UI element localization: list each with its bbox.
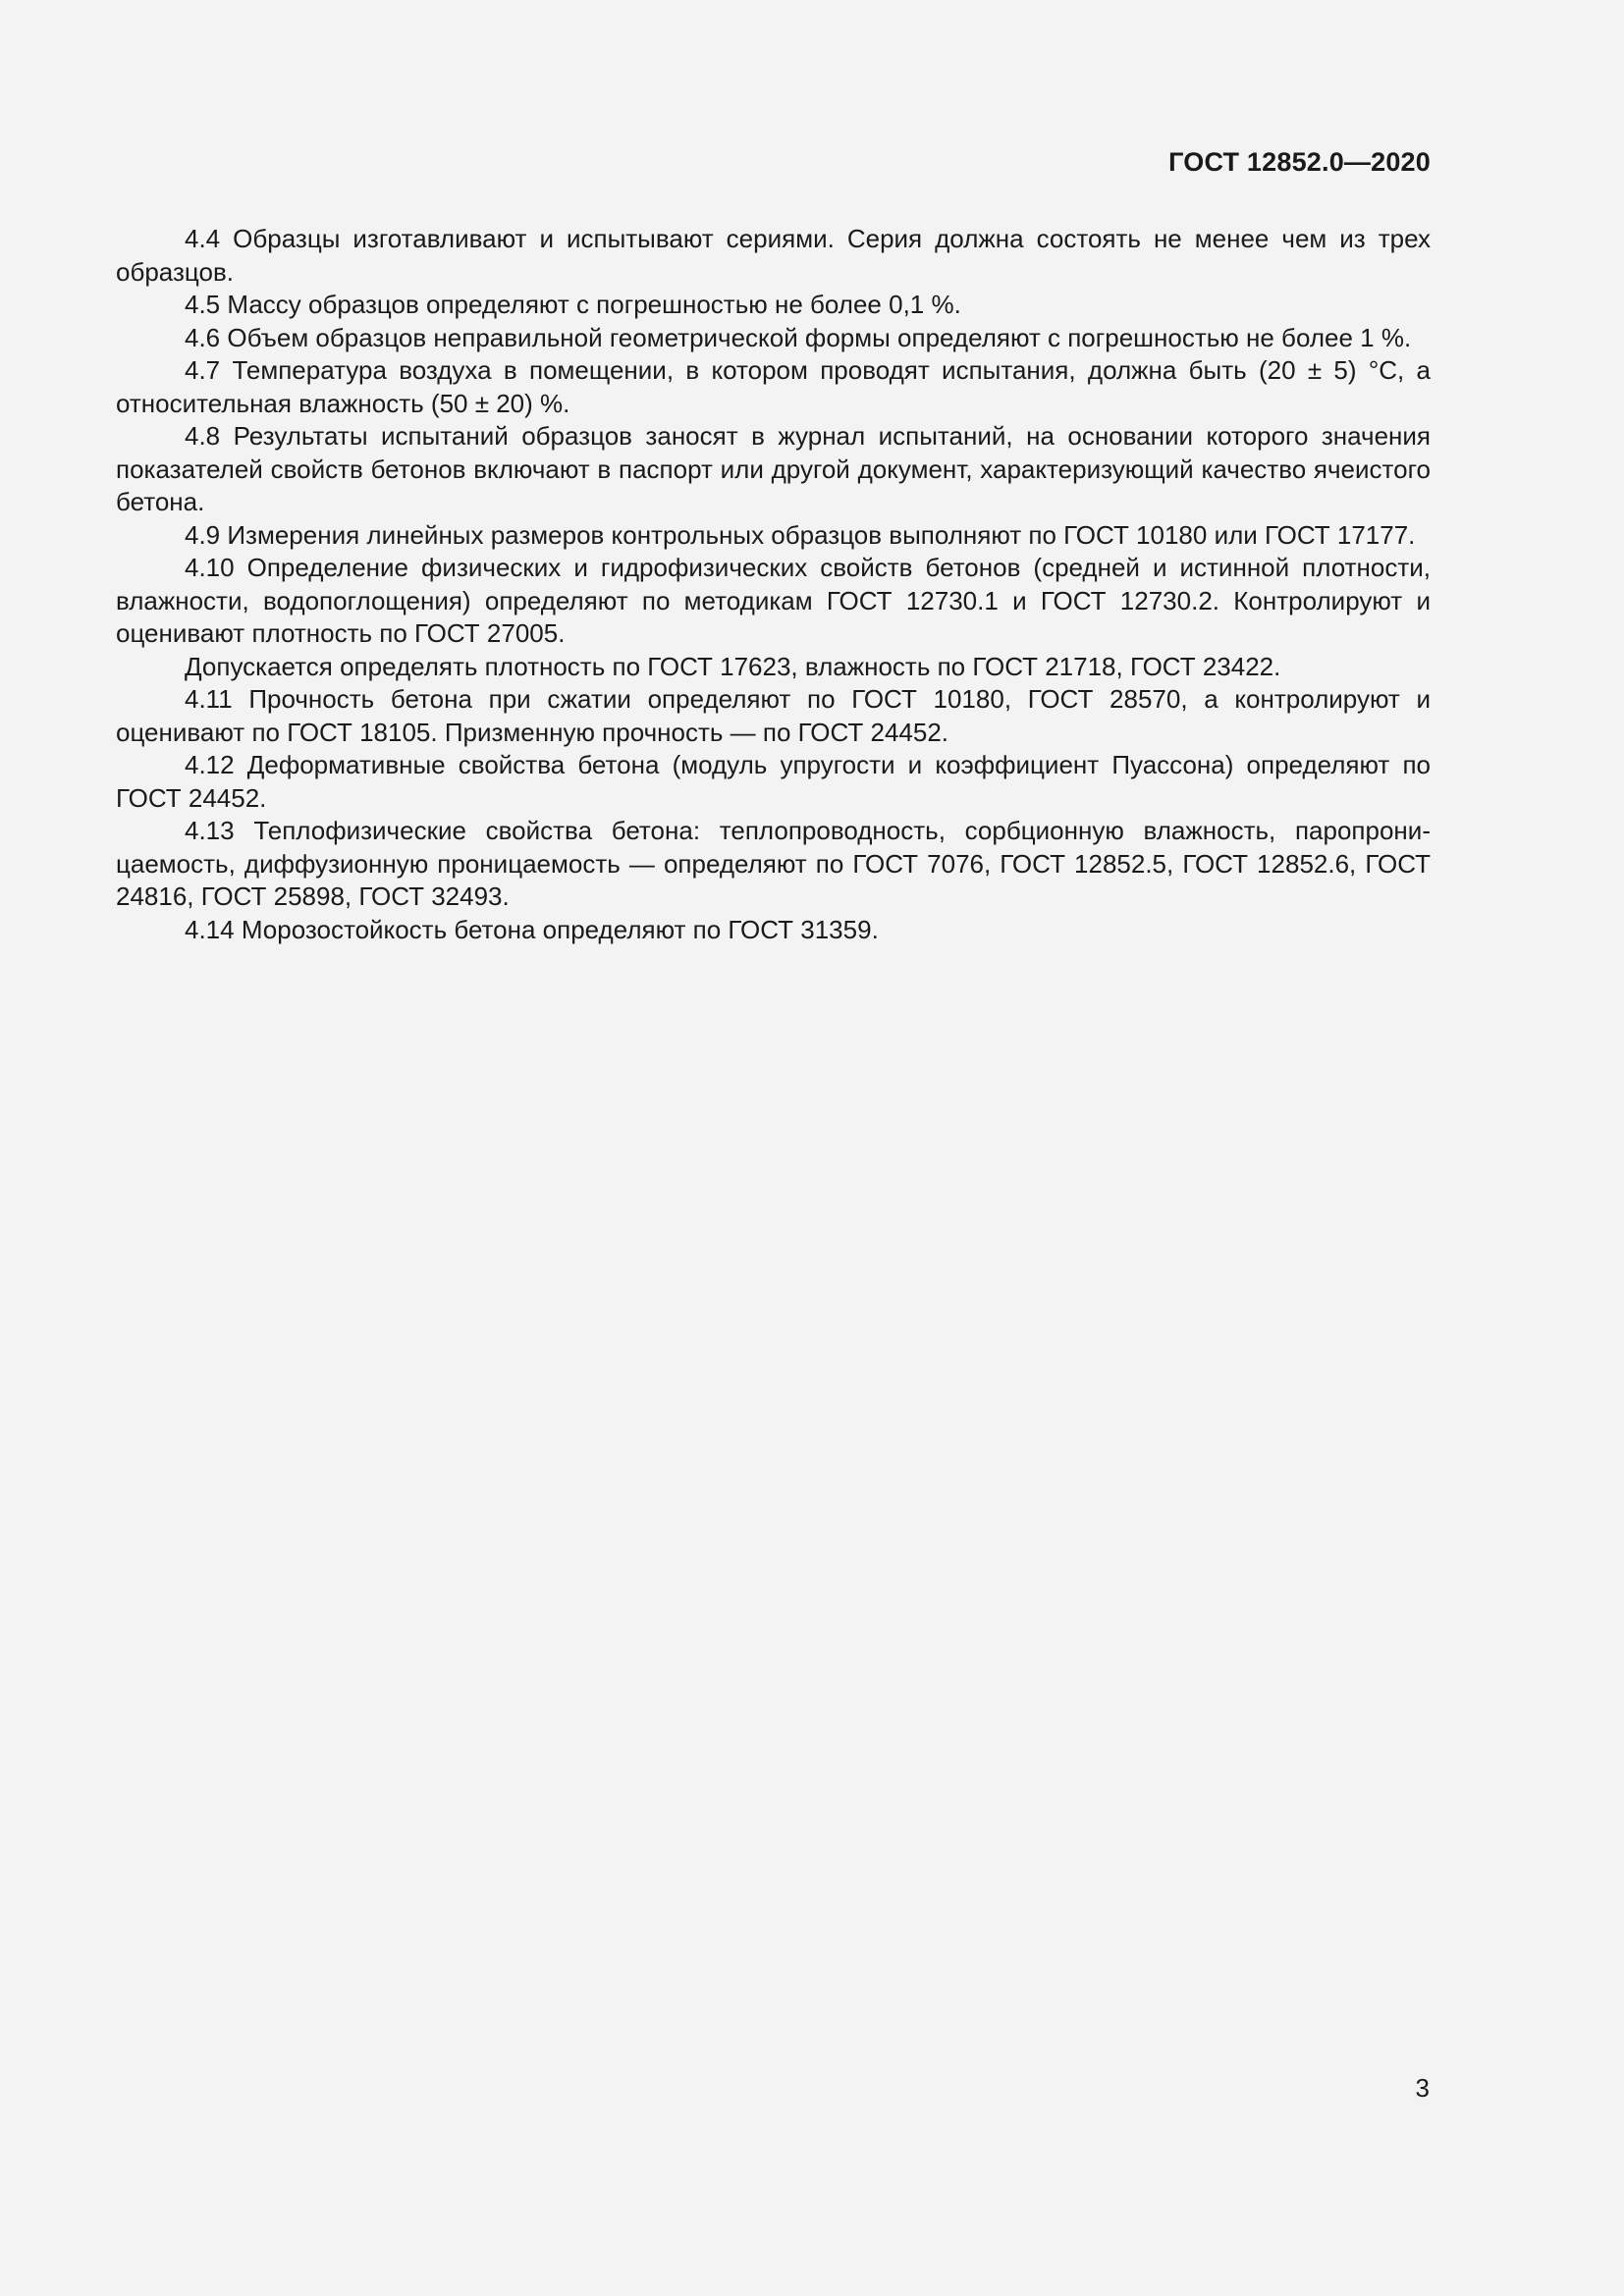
paragraph-4-6: 4.6 Объем образцов неправильной геометрической формы определяют с погрешностью не более 1 %. bbox=[185, 322, 1412, 352]
paragraph-4-10-note: Допускается определять плотность по ГОСТ 17623, влажность по ГОСТ 21718, ГОСТ 23422. bbox=[185, 651, 1281, 681]
document-code-header: ГОСТ 12852.0—2020 bbox=[1168, 147, 1431, 177]
paragraph-4-13: 4.13 Теплофизические свойства бетона: теплопроводность, сорбционную влажность, паропроницаемость, диффузионную проницаемость — определяют по ГОСТ 7076, ГОСТ 12852.5, ГОСТ 12852.6, ГОСТ 24816, ГОСТ 25898, ГОСТ 32493. bbox=[116, 816, 1431, 911]
paragraph-4-14: 4.14 Морозостойкость бетона определяют по ГОСТ 31359. bbox=[185, 914, 879, 944]
paragraph-4-9: 4.9 Измерения линейных размеров контрольных образцов выполняют по ГОСТ 10180 или ГОСТ 17177. bbox=[185, 519, 1416, 550]
document-body bbox=[116, 223, 1431, 946]
paragraph-4-11: 4.11 Прочность бетона при сжатии определяют по ГОСТ 10180, ГОСТ 28570, а контролируют и оценивают по ГОСТ 18105. Призменную прочность — по ГОСТ 24452. bbox=[116, 684, 1431, 747]
paragraph-4-12: 4.12 Деформативные свойства бетона (модуль упругости и коэффициент Пуассона) определяют по ГОСТ 24452. bbox=[116, 750, 1431, 813]
paragraph-4-4: 4.4 Образцы изготавливают и испытывают сериями. Серия должна состоять не менее чем из трех образцов. bbox=[116, 224, 1431, 287]
paragraph-4-10: 4.10 Определение физических и гидрофизических свойств бетонов (средней и истинной плотности, влажности, водопоглощения) определяют по методикам ГОСТ 12730.1 и ГОСТ 12730.2. Контролируют и оценивают плотность по ГОСТ 27005. bbox=[116, 553, 1431, 648]
paragraph-4-5: 4.5 Массу образцов определяют с погрешностью не более 0,1 %. bbox=[185, 290, 961, 319]
paragraph-4-7: 4.7 Температура воздуха в помещении, в котором проводят испытания, должна быть (20 ± 5) °С, а относительная влажность (50 ± 20) %. bbox=[116, 355, 1431, 418]
page-number: 3 bbox=[1415, 2073, 1430, 2103]
paragraph-4-8: 4.8 Результаты испытаний образцов заносят в журнал испытаний, на основании которого значения показателей свойств бетонов включают в паспорт или другой документ, характеризующий качество ячеистого бетона. bbox=[116, 421, 1431, 516]
